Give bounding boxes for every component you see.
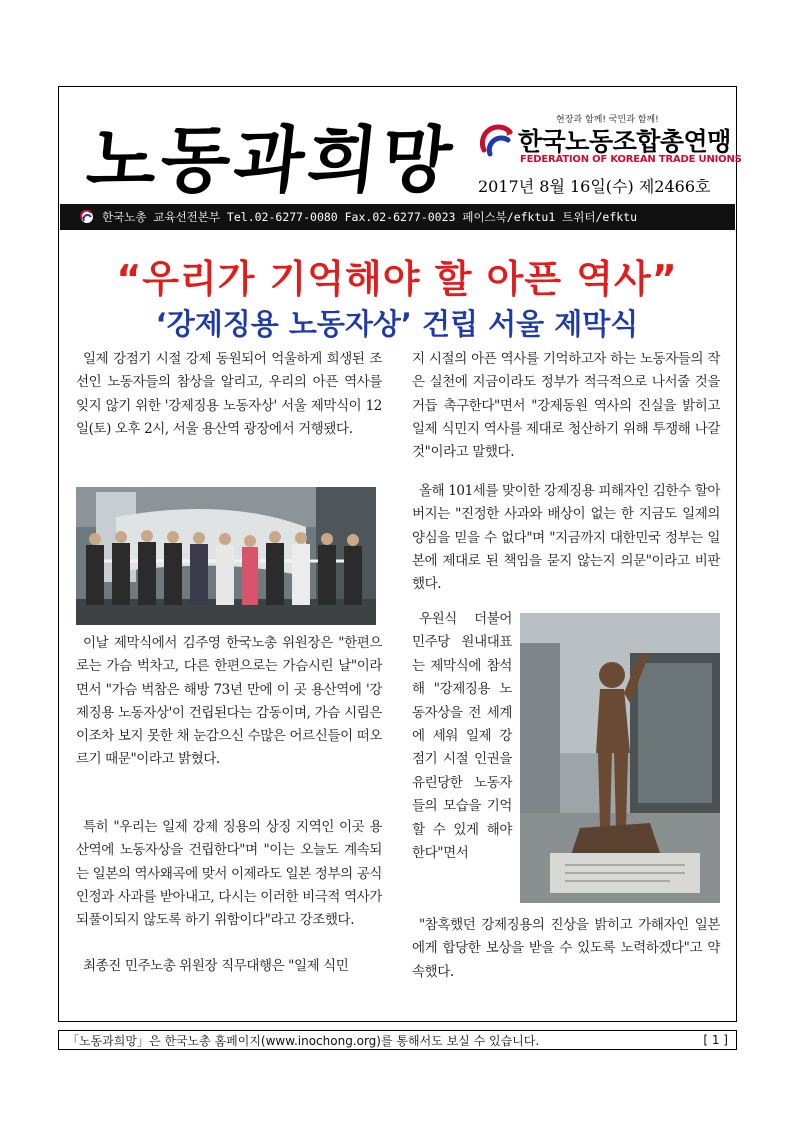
article-paragraph: 우원식 더불어 민주당 원내대표는 제막식에 참석해 "강제징용 노동자상을 전 세계에 세워 일제 강점기 시절 인권을 유린당한 노동자들의 모습을 기억할 수 있게 해야 한다"면서	[412, 611, 512, 862]
footer	[58, 1030, 737, 1050]
statue-photo	[520, 613, 720, 903]
issue-date: 2017년 8월 16일(수) 제2466호	[478, 177, 711, 196]
article-paragraph: 올해 101세를 맞이한 강제징용 피해자인 김한수 할아버지는 "진정한 사과와 배상이 없는 한 지금도 일제의 양심을 믿을 수 없다"며 "지금까지 대한민국 정부는 일본에 제대로 된 책임을 묻지 않는지 의문"이라고 비판했다.	[412, 483, 720, 593]
ceremony-photo	[76, 487, 376, 625]
federation-small-logo-icon	[80, 210, 94, 224]
article-paragraph: 특히 "우리는 일제 강제 징용의 상징 지역인 이곳 용산역에 노동자상을 건립한다"며 "이는 오늘도 계속되는 일본의 역사왜곡에 맞서 이제라도 일본 정부의 공식 인정과 사과를 받아내고, 다시는 이러한 비극적 역사가 되풀이되지 않도록 하기 위함이다"라고 강조했다.	[76, 819, 382, 929]
subheadline: ‘강제징용 노동자상’ 건립 서울 제막식	[155, 307, 639, 341]
article-paragraph: 지 시절의 아픈 역사를 기억하고자 하는 노동자들의 작은 실천에 지금이라도 정부가 적극적으로 나서줄 것을 거듭 촉구한다"면서 "강제동원 역사의 진실을 밝히고 일제 식민지 역사를 제대로 청산하기 위해 투쟁해 나갈 것"이라고 말했다.	[412, 351, 720, 461]
footer-text: 「노동과희망」은 한국노총 홈페이지(www.inochong.org)를 통해서도 보실 수 있습니다.	[67, 1033, 540, 1048]
page-number: [ 1 ]	[703, 1033, 728, 1047]
slogan: 현장과 함께! 국민과 함께!	[556, 115, 659, 125]
federation-logo-icon	[480, 124, 516, 160]
info-bar	[60, 204, 735, 230]
federation-name: 한국노동조합총연맹	[518, 127, 731, 156]
article-paragraph: 최종진 민주노총 위원장 직무대행은 "일제 식민	[83, 958, 349, 974]
article-paragraph: "참혹했던 강제징용의 진상을 밝히고 가해자인 일본에게 합당한 보상을 받을 수 있도록 노력하겠다"고 약속했다.	[412, 917, 720, 980]
federation-name-en: FEDERATION OF KOREAN TRADE UNIONS	[520, 154, 742, 165]
masthead-title: 노동과희망	[82, 117, 460, 202]
article-paragraph: 일제 강점기 시절 강제 동원되어 억울하게 희생된 조선인 노동자들의 참상을 알리고, 우리의 아픈 역사를 잊지 않기 위한 '강제징용 노동자상' 서울 제막식이 12일(토) 오후 2시, 서울 용산역 광장에서 거행됐다.	[76, 351, 382, 437]
article-paragraph: 이날 제막식에서 김주영 한국노총 위원장은 "한편으로는 가슴 벅차고, 다른 한편으로는 가슴시린 날"이라면서 "가슴 벅참은 해방 73년 만에 이 곳 용산역에 '강제징용 노동자상'이 건립된다는 감동이며, 가슴 시림은 이조차 보지 못한 채 눈감으신 수많은 어르신들이 떠오르기 때문"이라고 밝혔다.	[76, 635, 382, 768]
headline: “우리가 기억해야 할 아픈 역사”	[116, 257, 678, 301]
info-bar-text: 한국노총 교육선전본부 Tel.02-6277-0080 Fax.02-6277-0023 페이스북/efktu1 트위터/efktu	[102, 210, 638, 224]
